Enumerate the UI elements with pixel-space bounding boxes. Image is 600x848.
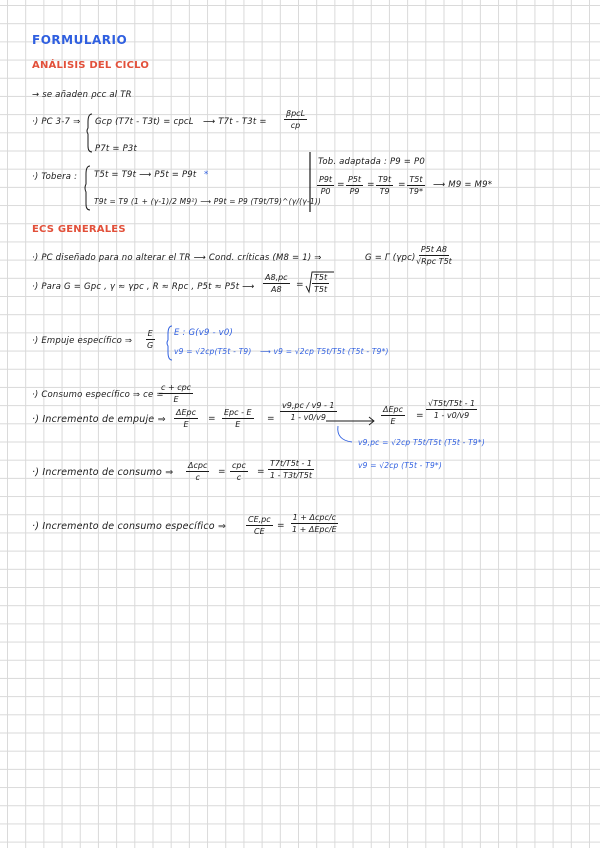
pc-fraction: [284, 108, 307, 131]
tobera-result: ⟶ M9 = M9*: [433, 180, 493, 190]
inc-consumo-f3-num: T7t/T5t - 1: [270, 459, 312, 468]
inc-empuje-f3: [280, 400, 337, 423]
inc-empuje-v9: v9 = √2cp (T5t - T9*): [358, 461, 443, 470]
tobera-r2-den: P9: [349, 187, 360, 196]
consumo-label: ·) Consumo específico ⇒ ce =: [32, 390, 164, 400]
empuje-e1: E : G(v9 - v0): [174, 328, 234, 338]
consumo-fraction: [159, 382, 193, 405]
inc-empuje-r2-den: 1 - v0/v9: [433, 411, 470, 420]
pc-frac-num: βpcL: [286, 109, 306, 118]
tobera-r3-num: T9t: [378, 175, 392, 184]
inc-consumo-esp-f2: [290, 512, 339, 535]
inc-empuje-eq1: =: [208, 414, 216, 424]
inc-empuje-r2: [426, 398, 477, 421]
line-anaden: → se añaden ρcc al TR: [32, 90, 132, 100]
tobera-ratio-1: [317, 174, 334, 197]
tobera-r3-den: T9: [379, 187, 390, 196]
inc-empuje-v9pc: v9,pc = √2cp T5t/T5t (T5t - T9*): [358, 438, 485, 447]
tobera-r1-num: P9t: [319, 175, 333, 184]
tobera-eq1: T5t = T9t ⟶ P5t = P9t: [94, 170, 197, 180]
g2-den: A8: [271, 285, 282, 294]
inc-consumo-esp-label: ·) Incremento de consumo específico ⇒: [32, 521, 227, 532]
tobera-label: ·) Tobera :: [32, 172, 78, 182]
inc-consumo-label: ·) Incremento de consumo ⇒: [32, 467, 174, 478]
page-title: FORMULARIO: [32, 33, 128, 47]
empuje-e3: ⟶ v9 = √2cp T5t/T5t (T5t - T9*): [260, 347, 389, 356]
tobera-ratio-2: [346, 174, 363, 197]
g1-den: √Rpc T5t: [416, 257, 452, 266]
tobera-eq-a: =: [337, 180, 345, 190]
g2-num: A8,pc: [265, 273, 288, 282]
empuje-num: E: [147, 329, 153, 338]
pc-label: ·) PC 3-7 ⇒: [32, 117, 81, 127]
g2-root-num: T5t: [314, 273, 328, 282]
inc-empuje-f2-num: Epc - E: [224, 408, 252, 417]
inc-empuje-f1-den: E: [183, 420, 189, 429]
pc-eq1b: ⟶ T7t - T3t =: [203, 117, 267, 127]
inc-consumo-esp-f1: [246, 514, 273, 537]
inc-consumo-f3-den: 1 - T3t/T5t: [270, 471, 312, 480]
inc-empuje-blue-hook: [338, 426, 352, 442]
empuje-e2: v9 = √2cp(T5t - T9): [174, 347, 252, 356]
tobera-star: *: [204, 170, 209, 180]
inc-empuje-f3-den: 1 - v0/v9: [290, 413, 326, 422]
inc-consumo-esp-eq: =: [277, 521, 285, 531]
pc-frac-den: cp: [290, 121, 301, 130]
g2-root-den: T5t: [314, 285, 328, 294]
g2-fraction: [263, 272, 290, 295]
tobera-r4-den: T9*: [409, 187, 423, 196]
inc-consumo-esp-f1-num: CE,pc: [248, 515, 271, 524]
inc-empuje-r1-den: E: [390, 417, 396, 426]
empuje-brace: [167, 326, 172, 360]
section-ecs-generales: ECS GENERALES: [32, 224, 126, 235]
inc-consumo-f3: [268, 458, 314, 481]
consumo-den: E: [173, 395, 179, 404]
inc-empuje-f2: [222, 407, 254, 430]
inc-consumo-esp-f1-den: CE: [254, 527, 265, 536]
inc-consumo-f2: [230, 460, 248, 483]
inc-empuje-r2-num: √T5t/T5t - 1: [428, 399, 476, 408]
consumo-num: c + cpc: [161, 383, 192, 392]
tobera-eq-b: =: [367, 180, 375, 190]
inc-consumo-esp-f2-den: 1 + ΔEpc/E: [292, 525, 337, 534]
g2-label: ·) Para G = Gpc , γ ≈ γpc , R ≈ Rpc , P5t ≈ P5t ⟶: [32, 282, 255, 292]
inc-consumo-eq1: =: [218, 467, 226, 477]
pc-eq2: P7t = P3t: [95, 144, 138, 154]
inc-consumo-eq2: =: [257, 467, 265, 477]
tobera-eq2: T9t = T9 (1 + (γ-1)/2 M9²) ⟶ P9t = P9 (T9t/T9)^(γ/(γ-1)): [94, 197, 322, 206]
g2-root-fraction: [312, 272, 329, 295]
inc-consumo-esp-f2-num: 1 + Δcpc/c: [292, 513, 336, 522]
inc-empuje-f1: [174, 407, 198, 430]
g1-label: ·) PC diseñado para no alterar el TR ⟶ Cond. críticas (M8 = 1) ⇒: [32, 253, 322, 263]
tobera-ratio-4: [407, 174, 425, 197]
inc-consumo-f2-num: cpc: [232, 461, 246, 470]
pc-brace: [87, 114, 92, 152]
tobera-eq-c: =: [398, 180, 406, 190]
tobera-adaptada: Tob. adaptada : P9 = P0: [318, 157, 425, 167]
inc-consumo-f2-den: c: [236, 473, 242, 482]
inc-empuje-label: ·) Incremento de empuje ⇒: [32, 414, 166, 425]
tobera-r2-num: P5t: [348, 175, 362, 184]
empuje-fraction: [145, 328, 155, 351]
inc-empuje-f2-den: E: [235, 420, 241, 429]
empuje-den: G: [147, 341, 154, 350]
tobera-r1-den: P0: [320, 187, 331, 196]
inc-consumo-f1-num: Δcpc: [188, 461, 208, 470]
inc-consumo-f1: [186, 460, 209, 483]
g1-num: P5t A8: [420, 245, 447, 254]
section-analisis-ciclo: ANÁLISIS DEL CICLO: [32, 60, 150, 71]
tobera-brace: [85, 166, 90, 210]
inc-empuje-f1-num: ΔEpc: [176, 408, 197, 417]
inc-empuje-eq3: =: [416, 411, 424, 421]
inc-consumo-f1-den: c: [195, 473, 200, 482]
inc-empuje-r1: [381, 404, 405, 427]
inc-empuje-eq2: =: [267, 414, 275, 424]
g1-fraction: [414, 244, 454, 267]
inc-empuje-f3-num: v9,pc / v9 - 1: [282, 401, 335, 410]
inc-empuje-r1-num: ΔEpc: [383, 405, 404, 414]
tobera-ratio-3: [376, 174, 393, 197]
g2-equals: =: [296, 280, 304, 290]
tobera-r4-num: T5t: [409, 175, 423, 184]
pc-eq1: Gcp (T7t - T3t) = cpcL: [95, 117, 194, 127]
g1-eq: G = Γ (γpc): [365, 253, 416, 263]
empuje-label: ·) Empuje específico ⇒: [32, 336, 133, 346]
